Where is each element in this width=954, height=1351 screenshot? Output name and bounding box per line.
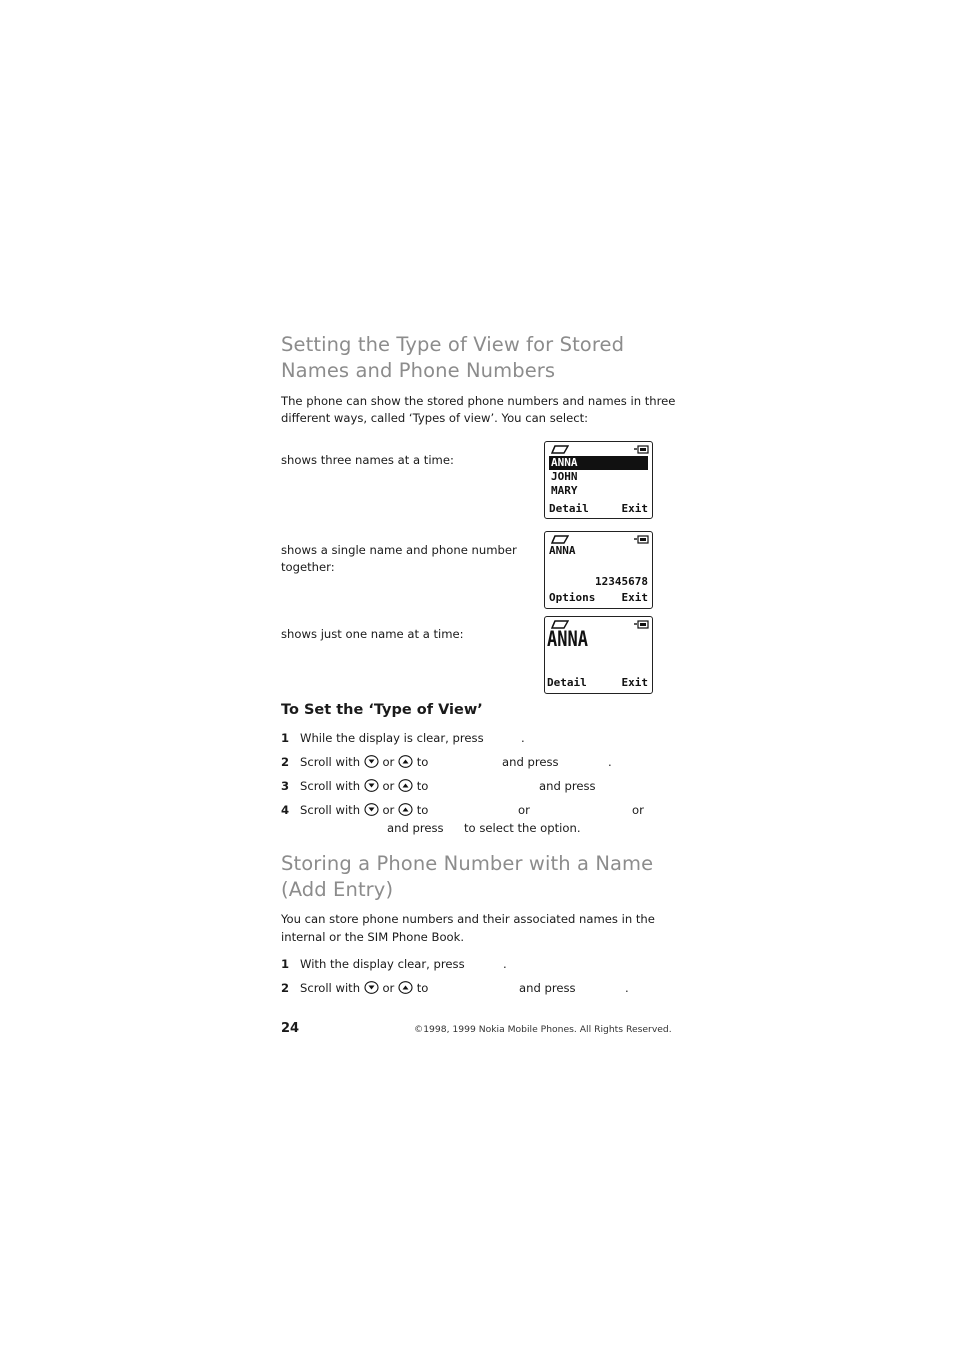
store-step-2-end: . bbox=[625, 981, 629, 995]
scroll-down-key-icon bbox=[364, 802, 379, 817]
or-text: or bbox=[382, 779, 395, 793]
store-intro-line2: internal or the SIM Phone Book. bbox=[281, 930, 465, 944]
scroll-text: Scroll with bbox=[300, 981, 361, 995]
scroll-down-key-icon bbox=[364, 980, 379, 995]
lcd-name-2: JOHN bbox=[551, 470, 578, 483]
store-step-2-and-press: and press bbox=[519, 981, 576, 995]
view-desc-list: shows three names at a time: bbox=[281, 453, 454, 467]
copyright-notice: ©1998, 1999 Nokia Mobile Phones. All Rights Reserved. bbox=[414, 1024, 672, 1035]
lcd-left-softkey: Options bbox=[549, 591, 596, 604]
battery-signal-icon bbox=[633, 535, 649, 544]
lcd-right-softkey: Exit bbox=[621, 502, 648, 515]
lcd-large-name: ANNA bbox=[547, 627, 588, 652]
section-heading-2-line2: (Add Entry) bbox=[281, 878, 394, 901]
section-heading-2-line1: Storing a Phone Number with a Name bbox=[281, 852, 654, 875]
store-intro-line1: You can store phone numbers and their associated names in the bbox=[281, 912, 655, 926]
scroll-down-key-icon bbox=[364, 754, 379, 769]
battery-signal-icon bbox=[633, 445, 649, 454]
step-4-line bbox=[300, 802, 428, 820]
scroll-up-key-icon bbox=[398, 980, 413, 995]
phone-screen-large-name-view bbox=[544, 616, 653, 694]
intro-line2: different ways, called ‘Types of view’. You can select: bbox=[281, 411, 589, 425]
phonebook-icon bbox=[551, 535, 569, 544]
store-step-1-end: . bbox=[503, 957, 507, 971]
to-text: to bbox=[416, 755, 429, 769]
lcd-left-softkey: Detail bbox=[547, 676, 587, 689]
lcd-number: 12345678 bbox=[595, 575, 648, 588]
step-2-end: . bbox=[608, 755, 612, 769]
view-desc-name-number-line2: together: bbox=[281, 560, 335, 574]
scroll-up-key-icon bbox=[398, 754, 413, 769]
or-text: or bbox=[382, 981, 395, 995]
or-text: or bbox=[382, 755, 395, 769]
to-text: to bbox=[416, 803, 429, 817]
store-step-1-text: With the display clear, press bbox=[300, 957, 465, 971]
view-desc-large-name: shows just one name at a time: bbox=[281, 627, 464, 641]
or-text: or bbox=[382, 803, 395, 817]
lcd-right-softkey: Exit bbox=[621, 676, 648, 689]
scroll-up-key-icon bbox=[398, 778, 413, 793]
phonebook-icon bbox=[551, 445, 569, 454]
step-3-and-press: and press bbox=[539, 779, 596, 793]
scroll-text: Scroll with bbox=[300, 755, 361, 769]
scroll-text: Scroll with bbox=[300, 779, 361, 793]
lcd-name-1: ANNA bbox=[551, 456, 578, 469]
step-number: 1 bbox=[281, 957, 290, 971]
step-1-text: While the display is clear, press bbox=[300, 731, 484, 745]
phone-screen-name-number-view bbox=[544, 531, 653, 609]
lcd-left-softkey: Detail bbox=[549, 502, 589, 515]
store-step-2-line bbox=[300, 980, 428, 998]
to-text: to bbox=[416, 779, 429, 793]
intro-line1: The phone can show the stored phone numbers and names in three bbox=[281, 394, 676, 408]
step-2-line bbox=[300, 754, 428, 772]
view-desc-name-number-line1: shows a single name and phone number bbox=[281, 543, 517, 557]
step-4-or: or bbox=[518, 803, 530, 817]
section-heading-line2: Names and Phone Numbers bbox=[281, 359, 556, 382]
to-text: to bbox=[416, 981, 429, 995]
scroll-up-key-icon bbox=[398, 802, 413, 817]
page-number: 24 bbox=[281, 1021, 300, 1036]
step-1-end: . bbox=[521, 731, 525, 745]
subheading-set-view: To Set the ‘Type of View’ bbox=[281, 702, 483, 718]
step-2-and-press: and press bbox=[502, 755, 559, 769]
step-3-line bbox=[300, 778, 428, 796]
section-heading-line1: Setting the Type of View for Stored bbox=[281, 333, 625, 356]
lcd-name: ANNA bbox=[549, 544, 576, 557]
lcd-name-3: MARY bbox=[551, 484, 578, 497]
step-4-select: to select the option. bbox=[464, 821, 581, 835]
step-number: 1 bbox=[281, 731, 290, 745]
step-4-and-press: and press bbox=[387, 821, 444, 835]
phone-screen-list-view bbox=[544, 441, 653, 519]
step-number: 2 bbox=[281, 755, 290, 769]
battery-signal-icon bbox=[633, 620, 649, 629]
lcd-right-softkey: Exit bbox=[621, 591, 648, 604]
scroll-text: Scroll with bbox=[300, 803, 361, 817]
step-number: 3 bbox=[281, 779, 290, 793]
step-4-or-2: or bbox=[632, 803, 644, 817]
step-number: 4 bbox=[281, 803, 290, 817]
scroll-down-key-icon bbox=[364, 778, 379, 793]
step-number: 2 bbox=[281, 981, 290, 995]
